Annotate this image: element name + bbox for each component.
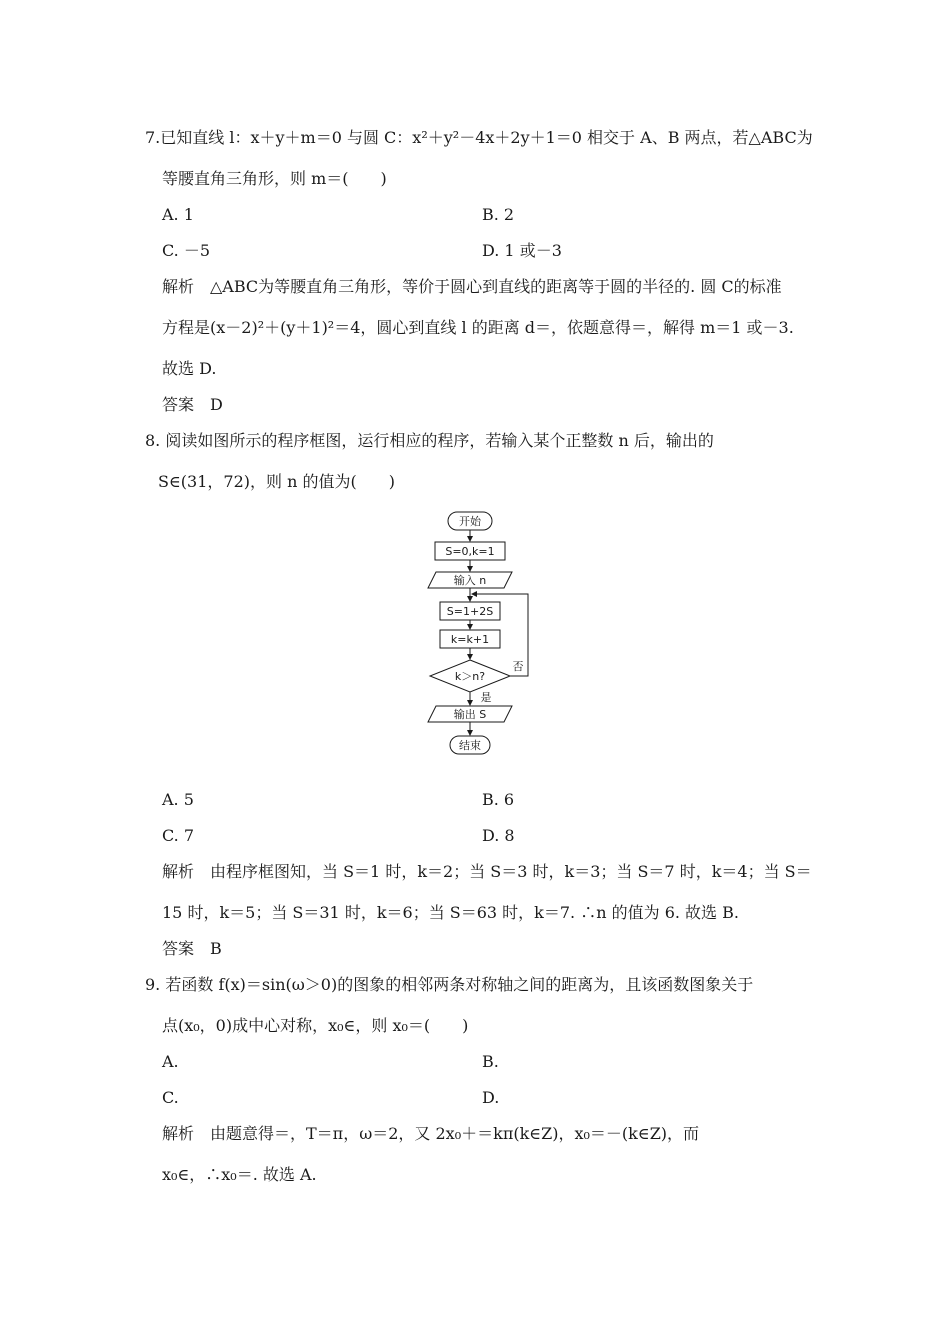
q7-analysis-line-1: 解析 △ABC为等腰直角三角形，等价于圆心到直线的距离等于圆的半径的. 圆 C的标准 xyxy=(162,277,782,296)
q7-stem-line-1: 7.已知直线 l：x＋y＋m＝0 与圆 C：x²＋y²－4x＋2y＋1＝0 相交于 A、B 两点，若△ABC为 xyxy=(145,128,813,147)
q7-analysis-line-2: 方程是(x－2)²＋(y＋1)²＝4，圆心到直线 l 的距离 d＝，依题意得＝，解得 m＝1 或－3. xyxy=(162,318,794,337)
q8-stem-line-1: 8. 阅读如图所示的程序框图，运行相应的程序，若输入某个正整数 n 后，输出的 xyxy=(145,431,714,450)
q9-analysis-line-1: 解析 由题意得＝，T＝π，ω＝2，又 2x₀＋＝kπ(k∈Z)，x₀＝－(k∈Z)，而 xyxy=(162,1124,700,1143)
flow-yes-label: 是 xyxy=(480,691,492,704)
flow-output-label: 输出 S xyxy=(453,708,487,721)
q7-stem-line-2: 等腰直角三角形，则 m＝( ) xyxy=(162,169,387,188)
q9-option-d: D. xyxy=(482,1088,500,1107)
q8-option-b: B. 6 xyxy=(482,790,515,809)
q7-option-d: D. 1 或－3 xyxy=(482,241,562,260)
q9-stem-line-2: 点(x₀，0)成中心对称，x₀∈，则 x₀＝( ) xyxy=(162,1016,469,1035)
flow-step2-label: k=k+1 xyxy=(450,633,490,646)
flow-start-label: 开始 xyxy=(459,515,481,528)
flow-init-label: S=0,k=1 xyxy=(445,545,495,558)
q7-option-c: C. －5 xyxy=(162,241,211,260)
q9-stem-line-1: 9. 若函数 f(x)＝sin(ω＞0)的图象的相邻两条对称轴之间的距离为，且该函数图象关于 xyxy=(145,975,754,994)
q7-answer: 答案 D xyxy=(162,395,223,414)
q8-option-d: D. 8 xyxy=(482,826,515,845)
q8-stem-line-2: S∈(31，72)，则 n 的值为( ) xyxy=(158,472,395,491)
flow-cond-label: k＞n? xyxy=(454,670,486,683)
flow-end-label: 结束 xyxy=(459,739,481,752)
q7-option-a: A. 1 xyxy=(162,205,194,224)
q7-analysis-line-3: 故选 D. xyxy=(162,359,217,378)
flow-no-label: 否 xyxy=(512,660,524,673)
q9-option-b: B. xyxy=(482,1052,499,1071)
q7-option-b: B. 2 xyxy=(482,205,515,224)
flow-step1-label: S=1+2S xyxy=(446,605,494,618)
q8-answer: 答案 B xyxy=(162,939,222,958)
q8-analysis-line-2: 15 时，k＝5；当 S＝31 时，k＝6；当 S＝63 时，k＝7. ∴n 的值为 6. 故选 B. xyxy=(162,903,739,922)
q8-analysis-line-1: 解析 由程序框图知，当 S＝1 时，k＝2；当 S＝3 时，k＝3；当 S＝7 时，k＝4；当 S＝ xyxy=(162,862,812,881)
q8-option-a: A. 5 xyxy=(162,790,194,809)
q8-option-c: C. 7 xyxy=(162,826,195,845)
q9-option-c: C. xyxy=(162,1088,179,1107)
flow-input-label: 输入 n xyxy=(453,574,487,587)
program-flowchart xyxy=(420,508,540,758)
q9-option-a: A. xyxy=(162,1052,179,1071)
q9-analysis-line-2: x₀∈，∴x₀＝. 故选 A. xyxy=(162,1165,317,1184)
